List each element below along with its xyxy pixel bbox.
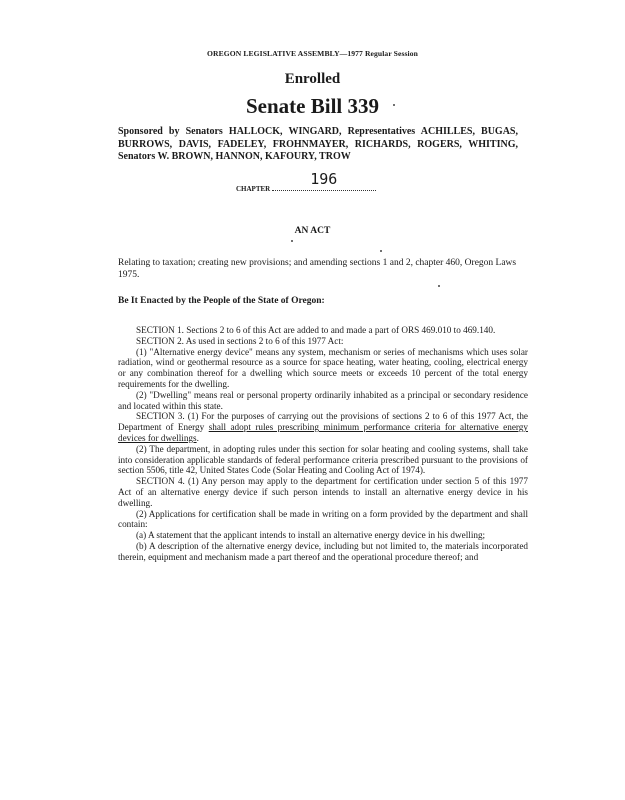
enacting-clause: Be It Enacted by the People of the State of Oregon: (118, 296, 325, 306)
section-4-subsection-2: (2) Applications for certification shall be made in writing on a form provided by the department and shall contain: (118, 508, 528, 530)
chapter-blank (272, 170, 376, 191)
chapter-line (236, 170, 396, 193)
section-2-subsection-2: (2) "Dwelling" means real or personal property ordinarily inhabited as a principal or secondary residence and located within this state. (118, 389, 528, 411)
section-3-text-a: SECTION 3. (1) For the purposes of carrying out the provisions of sections 2 to 6 of this 1977 Act, the Department of Energy (118, 411, 528, 433)
sponsors-list: Sponsored by Senators HALLOCK, WINGARD, Representatives ACHILLES, BUGAS, BURROWS, DAVIS, FADELEY, FROHNMAYER, RICHARDS, ROGERS, WHITING, Senators W. BROWN, HANNON, KAFOURY, TROW (118, 126, 518, 162)
chapter-label: CHAPTER (236, 185, 271, 193)
enrolled-label: Enrolled (284, 71, 341, 87)
section-3-subsection-2: (2) The department, in adopting rules under this section for solar heating and cooling systems, shall take into consideration applicable standards of federal performance criteria prescribed pursuant to the provisions of section 5506, title 42, United States Code (Solar Heating and Cooling Act of 1974). (118, 443, 528, 476)
scan-speck (380, 250, 382, 252)
bill-body (118, 325, 528, 563)
scan-speck (438, 285, 440, 287)
scan-speck (393, 104, 395, 106)
session-header: OREGON LEGISLATIVE ASSEMBLY—1977 Regular Session (206, 49, 418, 58)
section-3-underlined-text: shall adopt rules prescribing minimum performance criteria for alternative energy devices for dwellings (118, 422, 528, 443)
relating-clause: Relating to taxation; creating new provisions; and amending sections 1 and 2, chapter 460, Oregon Laws 1975. (118, 258, 517, 280)
section-3-text-c: . (196, 432, 199, 443)
section-3-subsection-1 (118, 411, 528, 443)
chapter-number: 196 (310, 170, 338, 188)
scan-speck (291, 240, 293, 242)
section-1: SECTION 1. Sections 2 to 6 of this Act are added to and made a part of ORS 469.010 to 469.140. (136, 325, 496, 335)
section-4-item-a: (a) A statement that the applicant intends to install an alternative energy device in his dwelling; (136, 530, 486, 541)
section-2-subsection-1: (1) "Alternative energy device" means any system, mechanism or series of mechanisms which uses solar radiation, wind or geothermal resource as a source for space heating, water heating, cooling, electrical energy or any combination thereof for a dwelling which source meets or exceeds 10 percent of the total energy requirements for the dwelling. (118, 346, 528, 389)
bill-title: Senate Bill 339 (245, 94, 379, 118)
section-2-intro: SECTION 2. As used in sections 2 to 6 of this 1977 Act: (136, 335, 344, 346)
section-4-subsection-1: SECTION 4. (1) Any person may apply to the department for certification under section 5 of this 1977 Act of an alternative energy device if such person intends to install an alternative energy device in his dwelling. (118, 476, 528, 508)
section-4-item-b: (b) A description of the alternative energy device, including but not limited to, the materials incorporated therein, equipment and mechanism made a part thereof and the operational procedure thereof; and (118, 540, 528, 562)
act-heading: AN ACT (294, 226, 331, 236)
